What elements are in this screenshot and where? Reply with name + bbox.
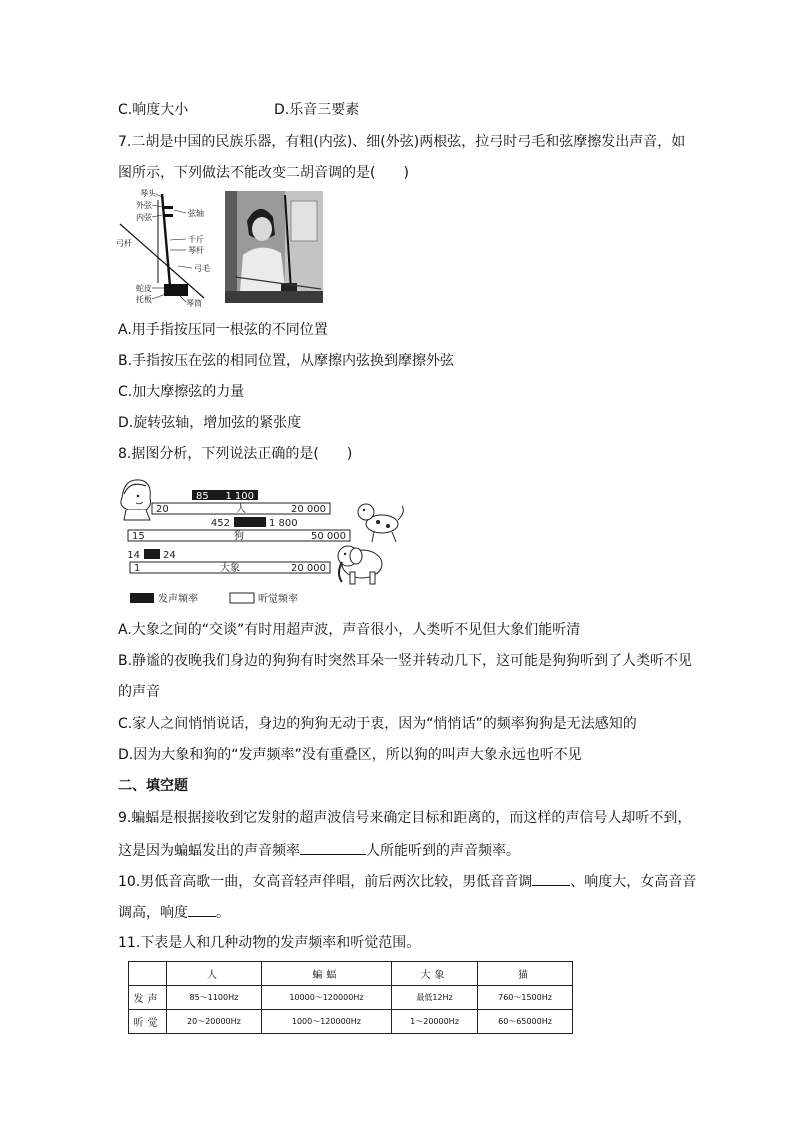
q6-option-d: D.乐音三要素 (274, 102, 360, 118)
q8-option-b: B.静谧的夜晚我们身边的狗狗有时突然耳朵一竖并转动几下，这可能是狗狗听到了人类听不见 (118, 653, 693, 669)
sound-min-label-2: 14 (127, 550, 140, 561)
q7-stem-line1: 7.二胡是中国的民族乐器，有粗(内弦)、细(外弦)两根弦，拉弓时弓毛和弦摩擦发出声音，如 (118, 134, 686, 150)
label-tuoban: 托板 (136, 295, 152, 304)
q9-line2 (118, 840, 520, 861)
q6-option-c: C.响度大小 (118, 102, 189, 118)
q10-line1-post: 、响度大，女高音音 (570, 874, 697, 890)
label-qiangan: 弓杆 (116, 239, 132, 248)
sound-min-label-1: 452 (210, 518, 230, 529)
q9-answer-blank[interactable] (300, 840, 366, 855)
legend-hearing-label: 听觉频率 (258, 594, 298, 605)
row-name-label-0: 人 (236, 504, 246, 515)
legend-sound-swatch (130, 593, 154, 603)
table-cell: 最低12Hz (391, 986, 477, 1010)
label-qintong: 琴筒 (186, 299, 202, 308)
table-cell: 760～1500Hz (478, 986, 573, 1010)
table-cell: 10000～120000Hz (261, 986, 391, 1010)
q10-answer-blank-2[interactable] (188, 902, 216, 917)
label-waixian: 外弦 (136, 201, 152, 210)
hearing-max-label-2: 20 000 (291, 563, 326, 574)
sound-bar-2 (144, 549, 160, 559)
table-header-row (129, 962, 573, 986)
q8-option-b-cont: 的声音 (118, 684, 160, 700)
sound-bar-1 (234, 517, 266, 527)
q10-line2-post: 。 (216, 905, 230, 921)
label-xianzhou: 弦轴 (188, 209, 204, 218)
label-qintou: 琴头 (140, 189, 156, 198)
hearing-min-label-1: 15 (132, 531, 145, 542)
q7-stem-line2: 图所示，下列做法不能改变二胡音调的是( ) (118, 165, 409, 181)
erhu-diagram (116, 188, 220, 308)
table-cell: 20～20000Hz (167, 1010, 262, 1034)
q10-answer-blank-1[interactable] (532, 871, 570, 886)
legend-hearing-swatch (230, 593, 254, 603)
hearing-max-label-1: 50 000 (311, 531, 346, 542)
human-face-icon (121, 480, 151, 520)
table-row (129, 1010, 573, 1034)
sound-max-label-0: 1 100 (225, 491, 254, 502)
row-label-sound: 发声 (129, 986, 167, 1010)
table-cell: 60～65000Hz (478, 1010, 573, 1034)
q7-option-b: B.手指按压在弦的相同位置，从摩擦内弦换到摩擦外弦 (118, 353, 455, 369)
hearing-min-label-2: 1 (134, 563, 141, 574)
row-name-label-2: 大象 (220, 563, 240, 574)
sound-max-label-1: 1 800 (269, 518, 298, 529)
q10-line1-pre: 10.男低音高歌一曲，女高音轻声伴唱，前后两次比较，男低音音调 (118, 874, 533, 890)
q8-stem: 8.据图分析，下列说法正确的是( ) (118, 446, 353, 462)
section-title: 二、填空题 (118, 778, 188, 794)
erhu-player-photo (225, 191, 323, 303)
q10-line2 (118, 902, 230, 923)
label-qingan: 琴杆 (188, 246, 204, 255)
q10-line1 (118, 871, 696, 892)
q8-option-d: D.因为大象和狗的“发声频率”没有重叠区，所以狗的叫声大象永远也听不见 (118, 747, 582, 763)
row-label-hearing: 听觉 (129, 1010, 167, 1034)
frequency-table (128, 961, 573, 1034)
sound-min-label-0: 85 (196, 491, 209, 502)
q10-line2-pre: 调高，响度 (118, 905, 188, 921)
dog-icon (358, 504, 403, 542)
q7-option-c: C.加大摩擦弦的力量 (118, 384, 245, 400)
frequency-range-chart (116, 476, 416, 612)
table-cell: 1～20000Hz (391, 1010, 477, 1034)
row-name-label-1: 狗 (234, 531, 244, 542)
q11-stem: 11.下表是人和几种动物的发声频率和听觉范围。 (118, 935, 421, 951)
label-qianjin: 千斤 (188, 235, 204, 244)
table-row (129, 986, 573, 1010)
q9-line2-post: 人所能听到的声音频率。 (366, 843, 520, 859)
legend-sound-label: 发声频率 (158, 594, 198, 605)
sound-max-label-2: 24 (163, 550, 176, 561)
hearing-min-label-0: 20 (156, 504, 169, 515)
q7-option-d: D.旋转弦轴，增加弦的紧张度 (118, 415, 302, 431)
table-header-empty (129, 962, 167, 986)
table-header-bat: 蝙蝠 (261, 962, 391, 986)
table-header-elephant: 大象 (391, 962, 477, 986)
label-shepi: 蛇皮 (136, 284, 152, 293)
q8-option-a: A.大象之间的“交谈”有时用超声波，声音很小，人类听不见但大象们能听清 (118, 622, 581, 638)
label-gongmao: 弓毛 (194, 264, 210, 273)
table-header-cat: 猫 (478, 962, 573, 986)
table-cell: 85～1100Hz (167, 986, 262, 1010)
q7-option-a: A.用手指按压同一根弦的不同位置 (118, 322, 328, 338)
elephant-icon (338, 546, 382, 584)
q8-option-c: C.家人之间悄悄说话，身边的狗狗无动于衷，因为“悄悄话”的频率狗狗是无法感知的 (118, 716, 637, 732)
label-neixian: 内弦 (136, 213, 152, 222)
q9-line1: 9.蝙蝠是根据接收到它发射的超声波信号来确定目标和距离的，而这样的声信号人却听不到， (118, 810, 692, 826)
table-cell: 1000～120000Hz (261, 1010, 391, 1034)
table-header-human: 人 (167, 962, 262, 986)
chart-legend (130, 592, 298, 605)
q9-line2-pre: 这是因为蝙蝠发出的声音频率 (118, 843, 300, 859)
hearing-max-label-0: 20 000 (291, 504, 326, 515)
